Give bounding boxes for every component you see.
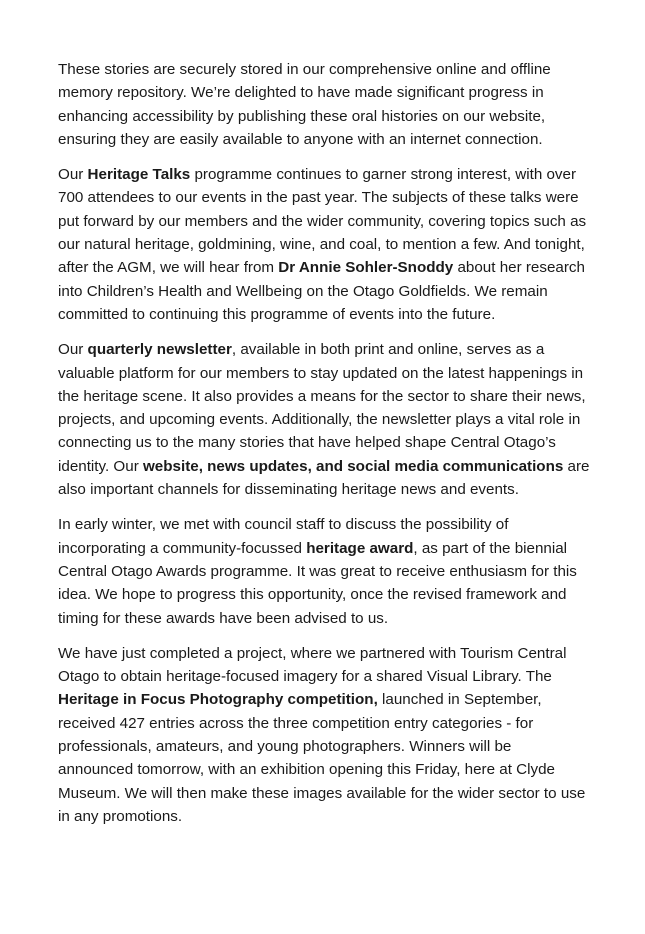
document-page [58, 58, 590, 840]
text-run: , available in both print and online, serves as a valuable platform for our members to stay updated on the latest happenings in the heritage scene. It also provides a means for the sector to share their news, projects, and upcoming events. Additionally, the newsletter plays a vital role in connecting us to the many stories that have helped shape Central Otago’s identity. Our [58, 341, 586, 475]
bold-speaker-name: Dr Annie Sohler-Snoddy [278, 259, 454, 277]
text-run: programme continues to garner strong interest, with over 700 attendees to our events in the past year. The subjects of these talks were put forward by our members and the wider community, covering topics such as our natural heritage, goldmining, wine, and coal, to mention a few. And tonight, after the AGM, we will hear from [58, 166, 587, 277]
text-run: Our [58, 166, 88, 184]
bold-photography-competition: Heritage in Focus Photography competition, [58, 691, 378, 709]
paragraph-oral-histories [58, 58, 590, 151]
text-run: about her research into Children’s Health and Wellbeing on the Otago Goldfields. We remain committed to continuing this programme of events into the future. [58, 259, 585, 323]
paragraph-newsletter [58, 338, 590, 501]
bold-heritage-award: heritage award [306, 539, 414, 557]
text-run: In early winter, we met with council staff to discuss the possibility of incorporating a community-focussed [58, 516, 509, 557]
bold-quarterly-newsletter: quarterly newsletter [87, 341, 232, 359]
text-run: , as part of the biennial Central Otago Awards programme. It was great to receive enthusiasm for this idea. We hope to progress this opportunity, once the revised framework and timing for these awards have been advised to us. [58, 539, 577, 627]
paragraph-photography-competition [58, 642, 590, 828]
text-run: These stories are securely stored in our comprehensive online and offline memory repository. We’re delighted to have made significant progress in enhancing accessibility by publishing these oral histories on our website, ensuring they are easily available to anyone with an internet connection. [58, 61, 551, 148]
paragraph-heritage-award [58, 513, 590, 629]
paragraph-heritage-talks [58, 163, 590, 326]
text-run: Our [58, 341, 88, 359]
bold-communication-channels: website, news updates, and social media communications [142, 457, 564, 475]
text-run: We have just completed a project, where we partnered with Tourism Central Otago to obtain heritage-focused imagery for a shared Visual Library. The [58, 644, 567, 686]
bold-heritage-talks: Heritage Talks [87, 166, 191, 184]
text-run: launched in September, received 427 entries across the three competition entry categories - for professionals, amateurs, and young photographers. Winners will be announced tomorrow, with an exhibition opening this Friday, here at Clyde Museum. We will then make these images available for the wider sector to use in any promotions. [58, 691, 586, 825]
text-run: are also important channels for disseminating heritage news and events. [58, 457, 590, 499]
